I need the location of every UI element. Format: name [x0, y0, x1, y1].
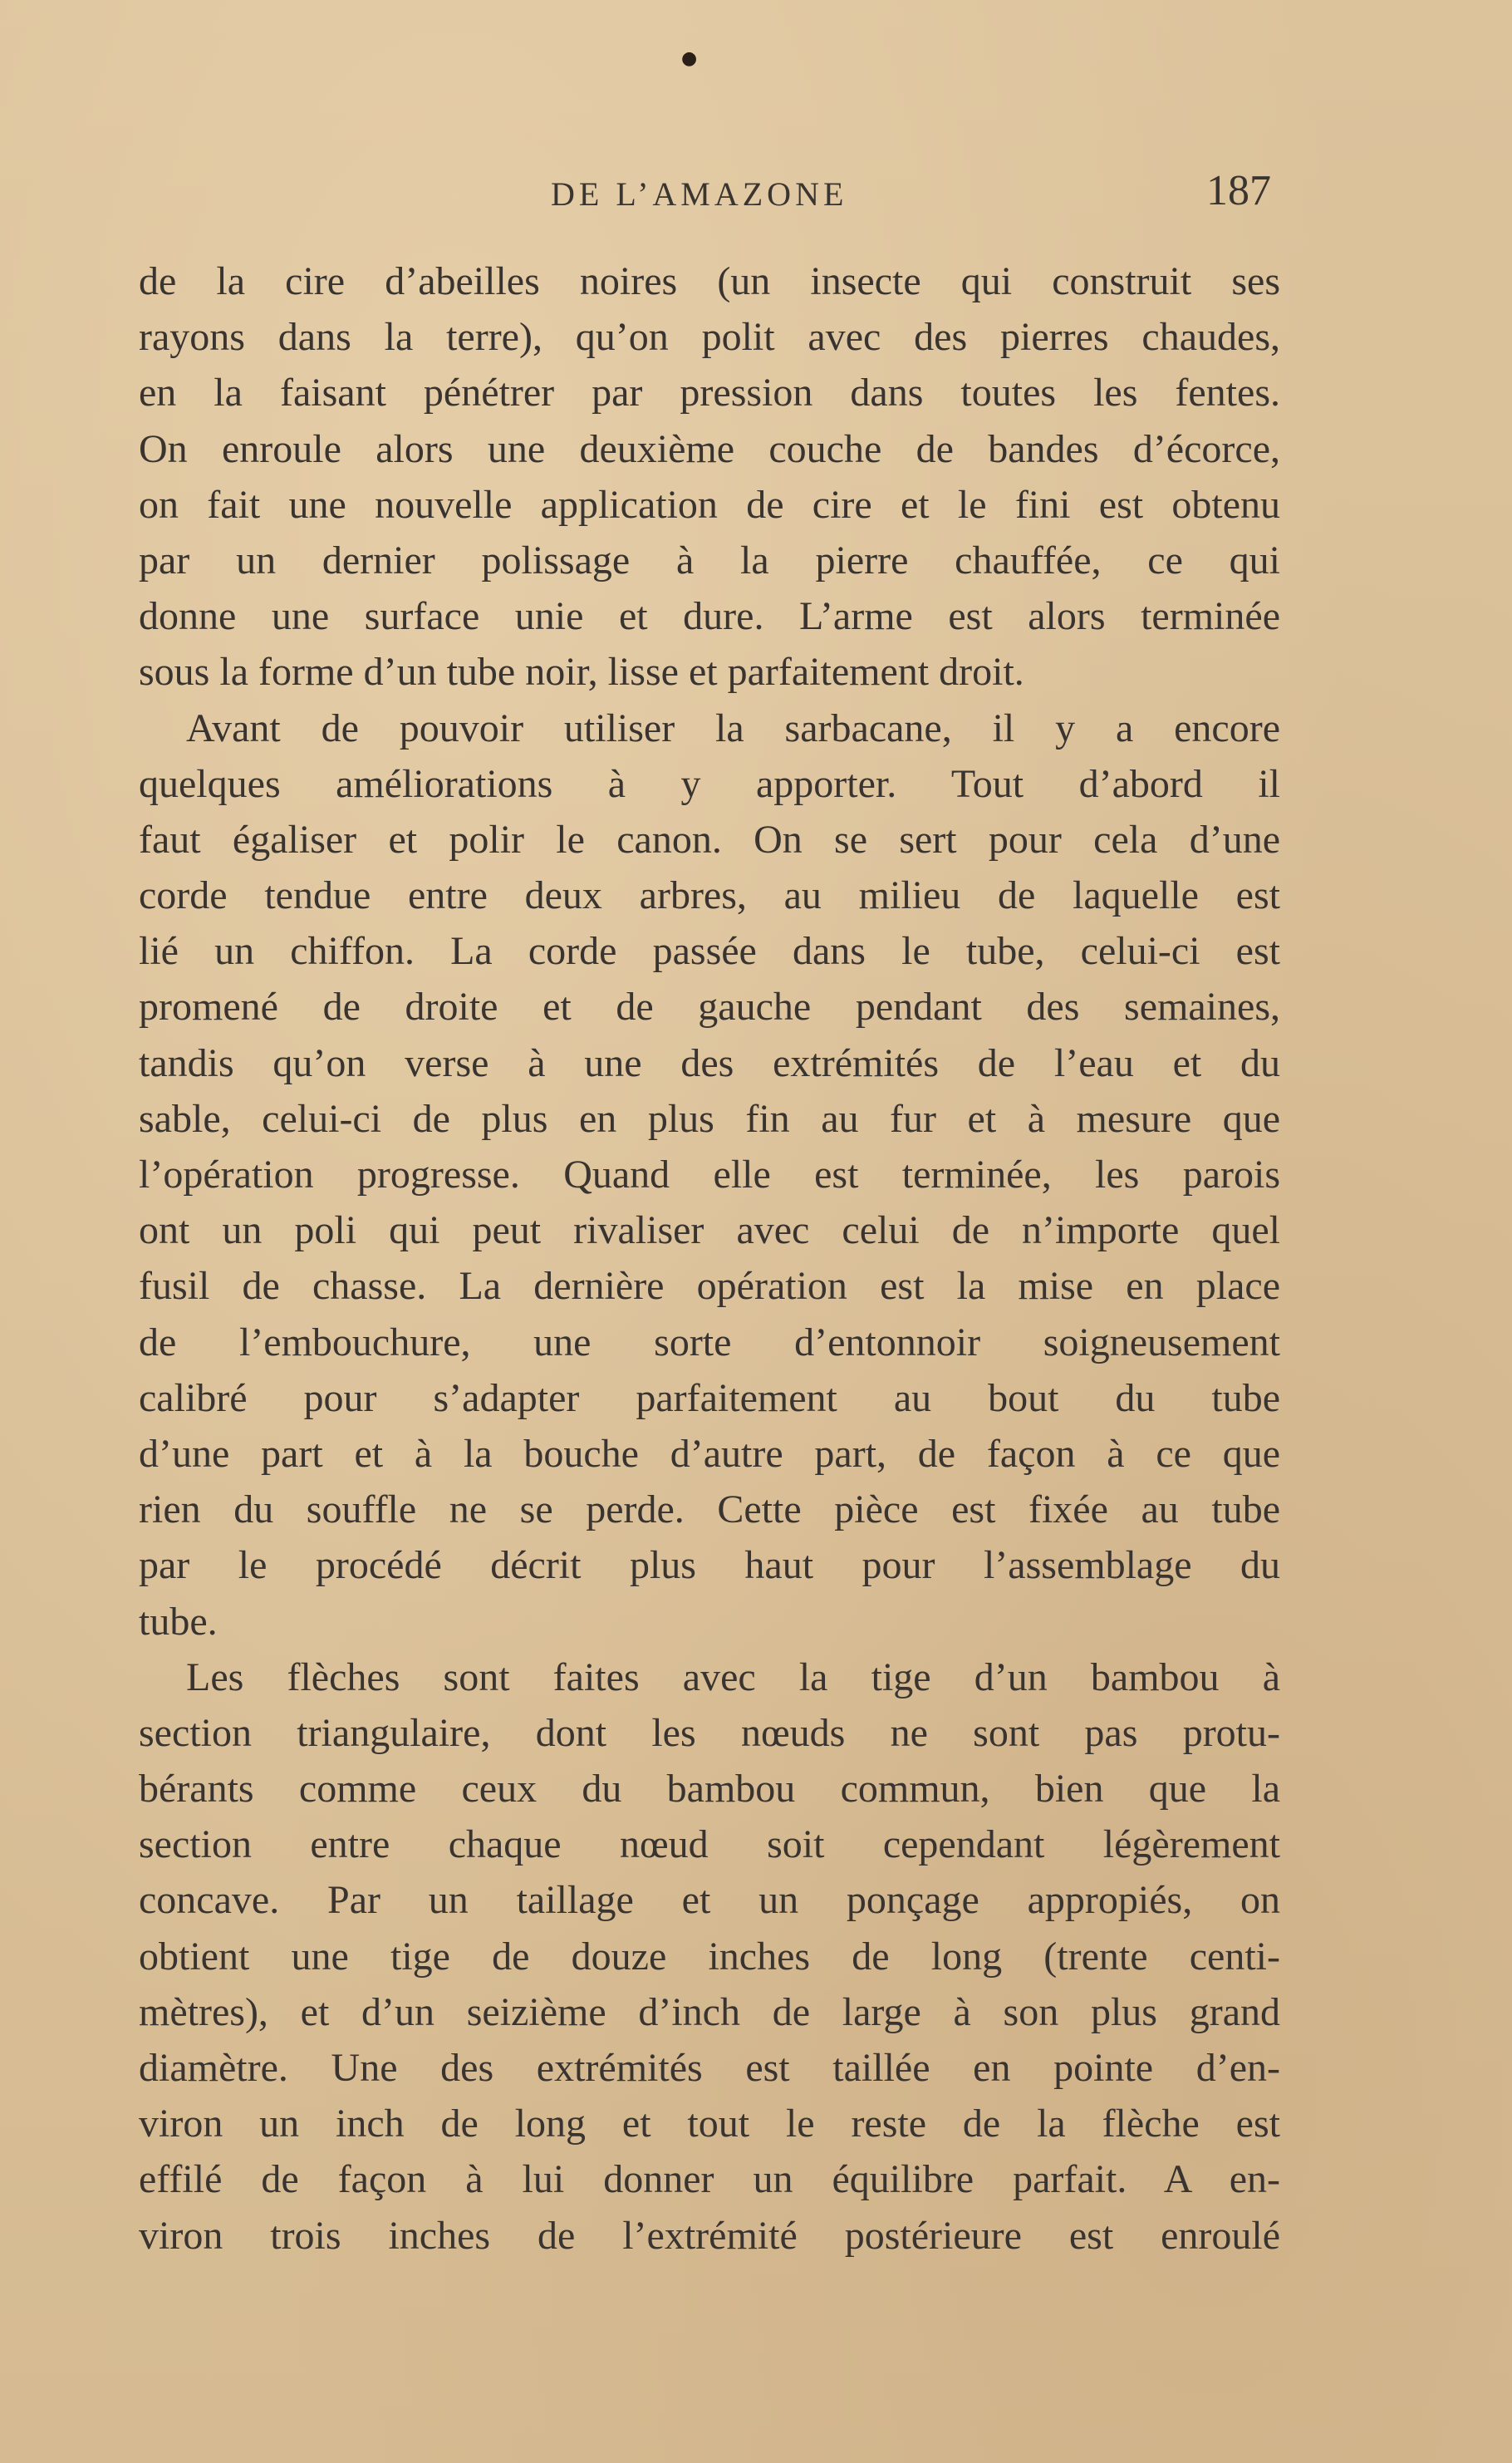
text-line: par un dernier polissage à la pierre chauffée, ce qui — [139, 538, 1280, 583]
text-line: de la cire d’abeilles noires (un insecte qui construit ses — [139, 259, 1280, 303]
text-line: concave. Par un taillage et un ponçage appropiés, on — [139, 1878, 1280, 1923]
text-line: corde tendue entre deux arbres, au milieu de laquelle est — [139, 873, 1280, 918]
text-line: quelques améliorations à y apporter. Tout d’abord il — [139, 761, 1280, 806]
page-number: 187 — [1206, 167, 1271, 214]
text-line: effilé de façon à lui donner un équilibre parfait. A en- — [139, 2157, 1280, 2202]
body-text — [139, 253, 1280, 2264]
text-line: rayons dans la terre), qu’on polit avec des pierres chaudes, — [139, 315, 1280, 360]
running-head: DE L’AMAZONE — [551, 175, 848, 213]
text-line: obtient une tige de douze inches de long (trente centi- — [139, 1934, 1280, 1979]
text-line: mètres), et d’un seizième d’inch de large à son plus grand — [139, 1989, 1280, 2034]
text-line: tube. — [139, 1599, 218, 1644]
text-line: calibré pour s’adapter parfaitement au bout du tube — [139, 1375, 1280, 1420]
text-line: On enroule alors une deuxième couche de bandes d’écorce, — [139, 426, 1280, 471]
text-line: Avant de pouvoir utiliser la sarbacane, il y a encore — [186, 705, 1280, 750]
text-line: viron un inch de long et tout le reste de la flèche est — [139, 2102, 1280, 2146]
text-line: sous la forme d’un tube noir, lisse et parfaitement droit. — [139, 650, 1024, 695]
text-line: lié un chiffon. La corde passée dans le tube, celui-ci est — [139, 929, 1280, 974]
text-line: tandis qu’on verse à une des extrémités de l’eau et du — [139, 1040, 1280, 1085]
text-line: viron trois inches de l’extrémité postérieure est enroulé — [139, 2213, 1280, 2258]
text-line: en la faisant pénétrer par pression dans toutes les fentes. — [139, 371, 1280, 415]
text-line: rien du souffle ne se perde. Cette pièce est fixée au tube — [139, 1487, 1280, 1532]
text-line: donne une surface unie et dure. L’arme est alors terminée — [139, 594, 1280, 639]
text-line: de l’embouchure, une sorte d’entonnoir soigneusement — [139, 1320, 1280, 1364]
text-line: ont un poli qui peut rivaliser avec celui de n’importe quel — [139, 1208, 1280, 1253]
text-line: on fait une nouvelle application de cire et le fini est obtenu — [139, 482, 1280, 527]
text-line: faut égaliser et polir le canon. On se sert pour cela d’une — [139, 817, 1280, 862]
text-line: section triangulaire, dont les nœuds ne sont pas protu- — [139, 1710, 1280, 1755]
text-line: sable, celui-ci de plus en plus fin au fur et à mesure que — [139, 1096, 1280, 1141]
ink-speck: ● — [681, 48, 698, 69]
text-line: fusil de chasse. La dernière opération est la mise en place — [139, 1264, 1280, 1309]
text-line: d’une part et à la bouche d’autre part, de façon à ce que — [139, 1431, 1280, 1476]
text-line: promené de droite et de gauche pendant des semaines, — [139, 985, 1280, 1030]
text-line: bérants comme ceux du bambou commun, bien que la — [139, 1767, 1280, 1812]
text-line: l’opération progresse. Quand elle est terminée, les parois — [139, 1153, 1280, 1197]
text-line: section entre chaque nœud soit cependant légèrement — [139, 1822, 1280, 1867]
text-line: Les flèches sont faites avec la tige d’un bambou à — [186, 1654, 1280, 1699]
text-line: par le procédé décrit plus haut pour l’assemblage du — [139, 1543, 1280, 1588]
text-line: diamètre. Une des extrémités est taillée en pointe d’en- — [139, 2046, 1280, 2090]
